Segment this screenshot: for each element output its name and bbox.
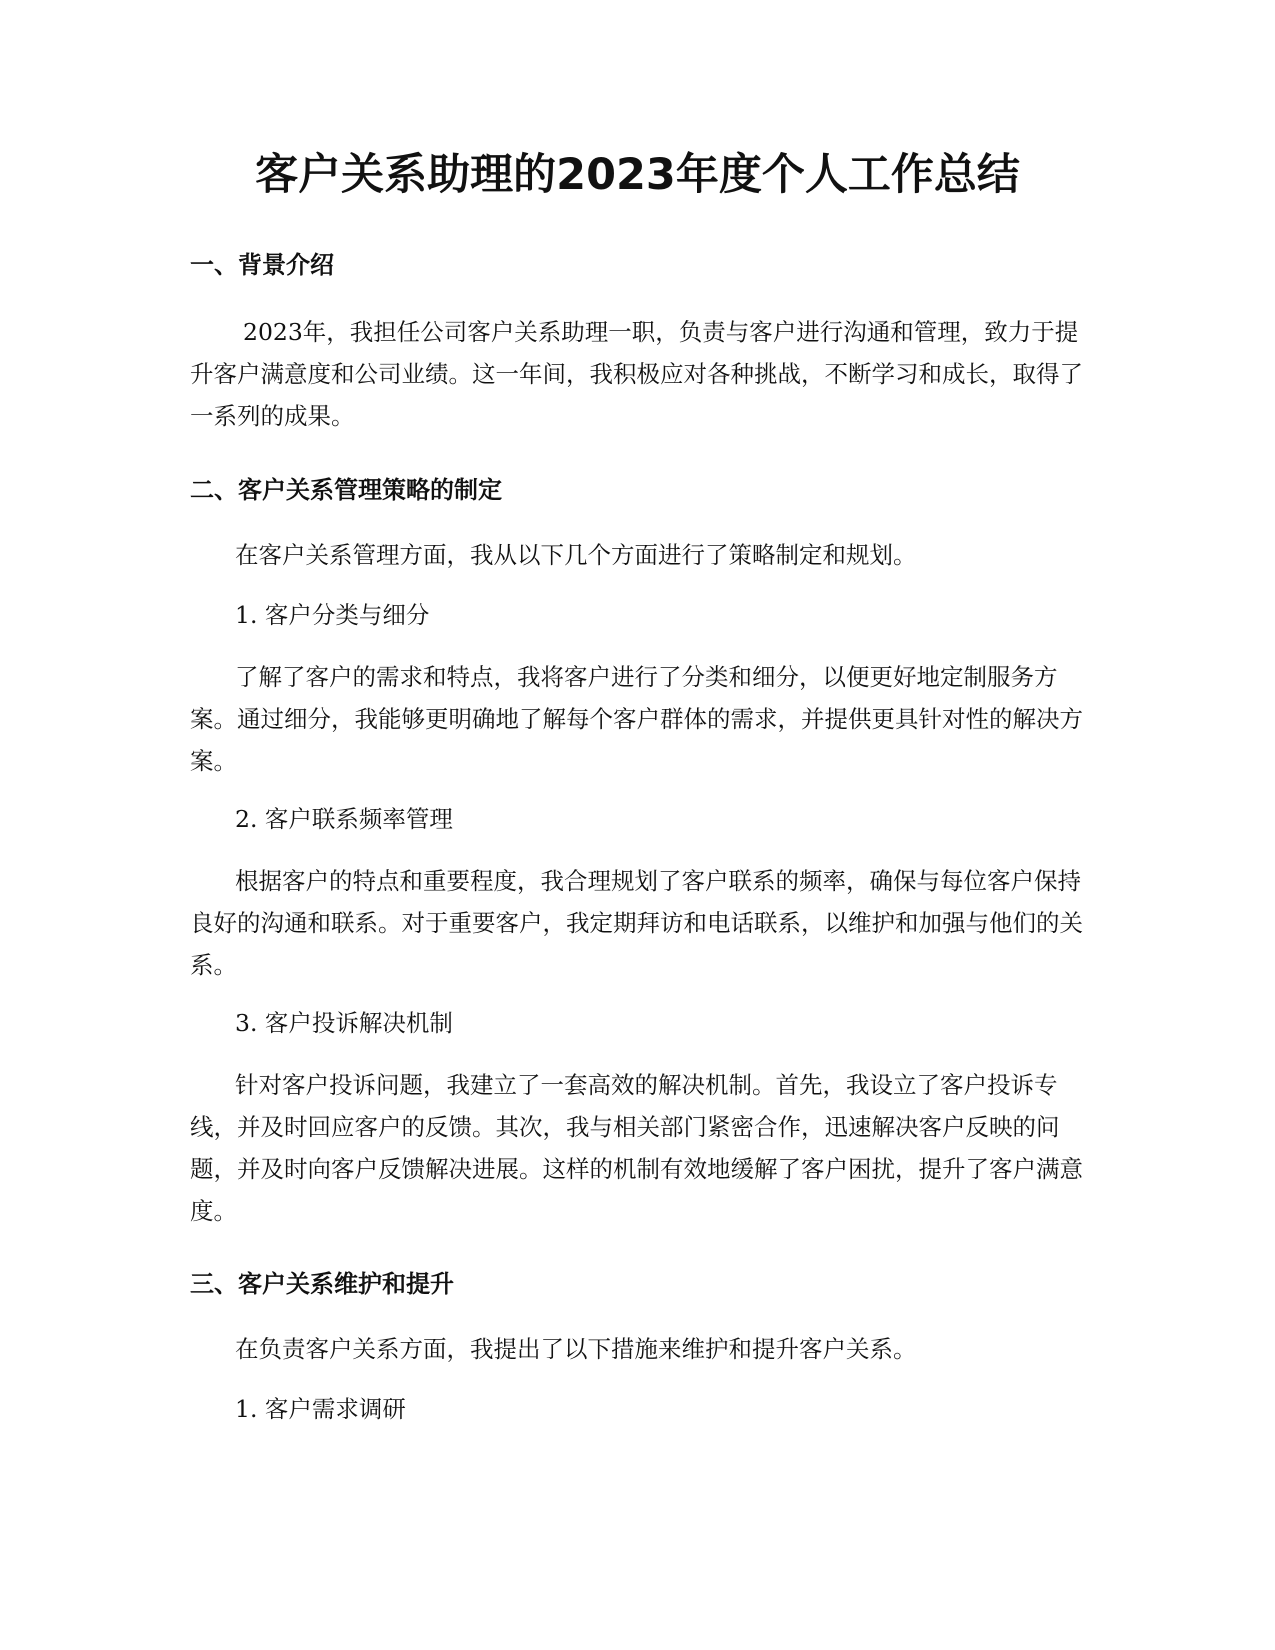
subheading-needs-research: 1. 客户需求调研 xyxy=(235,1395,406,1423)
section-heading-maintenance: 三、客户关系维护和提升 xyxy=(190,1270,454,1298)
paragraph-strategy-intro: 在客户关系管理方面，我从以下几个方面进行了策略制定和规划。 xyxy=(235,541,917,569)
subheading-contact-frequency: 2. 客户联系频率管理 xyxy=(235,805,453,833)
section-heading-strategy: 二、客户关系管理策略的制定 xyxy=(190,476,502,504)
section-heading-background: 一、背景介绍 xyxy=(190,251,334,279)
paragraph-customer-segmentation: 了解了客户的需求和特点，我将客户进行了分类和细分，以便更好地定制服务方案。通过细分，我能够更明确地了解每个客户群体的需求，并提供更具针对性的解决方案。 xyxy=(190,663,1083,775)
paragraph-maintenance-intro: 在负责客户关系方面，我提出了以下措施来维护和提升客户关系。 xyxy=(235,1335,917,1363)
paragraph-background: 2023年，我担任公司客户关系助理一职，负责与客户进行沟通和管理，致力于提升客户满意度和公司业绩。这一年间，我积极应对各种挑战，不断学习和成长，取得了一系列的成果。 xyxy=(190,318,1083,430)
subheading-complaint-resolution: 3. 客户投诉解决机制 xyxy=(235,1009,453,1037)
document-title: 客户关系助理的2023年度个人工作总结 xyxy=(255,150,1020,200)
paragraph-complaint-resolution: 针对客户投诉问题，我建立了一套高效的解决机制。首先，我设立了客户投诉专线，并及时回应客户的反馈。其次，我与相关部门紧密合作，迅速解决客户反映的问题，并及时向客户反馈解决进展。这样的机制有效地缓解了客户困扰，提升了客户满意度。 xyxy=(190,1071,1083,1225)
paragraph-contact-frequency: 根据客户的特点和重要程度，我合理规划了客户联系的频率，确保与每位客户保持良好的沟通和联系。对于重要客户，我定期拜访和电话联系，以维护和加强与他们的关系。 xyxy=(190,867,1083,979)
subheading-customer-segmentation: 1. 客户分类与细分 xyxy=(235,601,430,629)
